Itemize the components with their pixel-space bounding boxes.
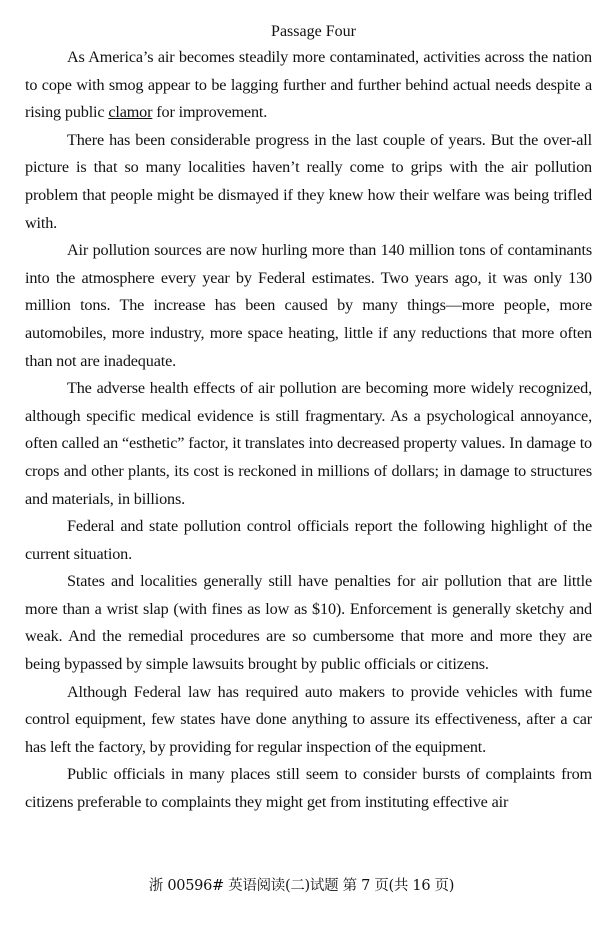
paragraph-7: Although Federal law has required auto makers to provide vehicles with fume control equipment, few states have done anything to assure its effectiveness, after a car has left the factory, by providing for regular inspection of the equipment.	[25, 682, 592, 756]
paragraph-1-text-after: for improvement.	[152, 103, 268, 122]
paragraph-2: There has been considerable progress in the last couple of years. But the over-all picture is that so many localities haven’t really come to grips with the air pollution problem that people might be dismayed if they knew how their welfare was being trifled with.	[25, 130, 592, 232]
document-page	[25, 22, 592, 817]
paragraph-3: Air pollution sources are now hurling more than 140 million tons of contaminants into the atmosphere every year by Federal estimates. Two years ago, it was only 130 million tons. The increase has been caused by many things—more people, more automobiles, more industry, more space heating, little if any reductions that more often than not are inadequate.	[25, 241, 592, 370]
paragraph-1	[25, 44, 592, 127]
paragraph-8: Public officials in many places still seem to consider bursts of complaints from citizens preferable to complaints they might get from instituting effective air	[25, 765, 592, 812]
page-footer: 浙 00596# 英语阅读(二)试题 第 7 页(共 16 页)	[148, 878, 455, 894]
paragraph-1-text-before: As America’s air becomes steadily more contaminated, activities across the nation to cope with smog appear to be lagging further and further behind actual needs despite a rising public	[25, 48, 592, 122]
underlined-word-clamor: clamor	[108, 103, 153, 122]
passage-title: Passage Four	[271, 23, 356, 40]
paragraph-5: Federal and state pollution control officials report the following highlight of the current situation.	[25, 517, 592, 563]
paragraph-4: The adverse health effects of air pollution are becoming more widely recognized, although specific medical evidence is still fragmentary. As a psychological annoyance, often called an “esthetic” factor, it translates into decreased property values. In damage to crops and other plants, its cost is reckoned in millions of dollars; in damage to structures and materials, in billions.	[25, 379, 592, 508]
paragraph-6: States and localities generally still have penalties for air pollution that are little more than a wrist slap (with fines as low as $10). Enforcement is generally sketchy and weak. And the remedial procedures are so cumbersome that more and more they are being bypassed by simple lawsuits brought by public officials or citizens.	[25, 572, 592, 674]
